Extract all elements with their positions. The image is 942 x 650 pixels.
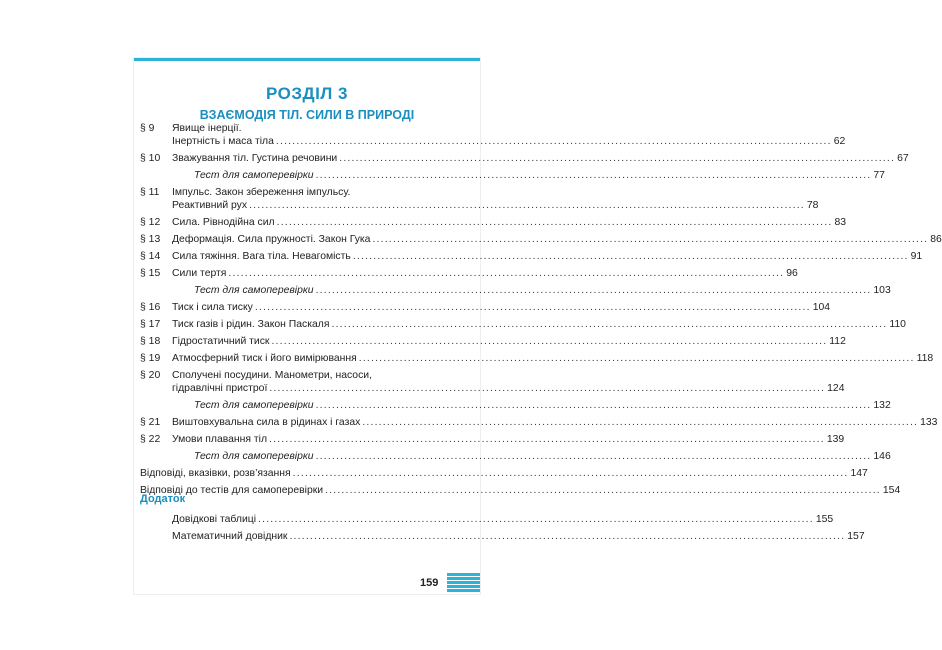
dot-leader	[255, 301, 811, 314]
dot-leader	[289, 530, 845, 543]
dot-leader	[372, 233, 928, 246]
dot-leader	[269, 433, 825, 446]
toc-entry-title: Сила тяжіння. Вага тіла. Невагомість	[172, 251, 351, 262]
toc-entry-page: 91	[910, 251, 923, 262]
toc-entry-page: 110	[889, 319, 906, 330]
toc-entry	[140, 450, 891, 463]
toc-entry-page: 118	[916, 353, 934, 364]
self-test-label: Тест для самоперевірки	[194, 170, 314, 181]
toc-entry-title: Відповіді до тестів для самоперевірки	[140, 485, 324, 496]
toc-entry-number: § 16	[140, 302, 161, 313]
page-number: 159	[420, 577, 439, 589]
toc-entry-page: 146	[873, 451, 891, 462]
dot-leader	[332, 318, 888, 331]
toc-entry-number: § 22	[140, 434, 161, 445]
dot-leader	[316, 450, 872, 463]
section-subtitle: ВЗАЄМОДІЯ ТІЛ. СИЛИ В ПРИРОДІ	[199, 108, 415, 122]
toc-entry	[140, 467, 868, 480]
toc-entry-title: Деформація. Сила пружності. Закон Гука	[172, 234, 371, 245]
toc-entry-title: Умови плавання тіл	[172, 434, 268, 445]
toc-entry	[140, 318, 906, 331]
toc-entry-title: Гідростатичний тиск	[172, 336, 270, 347]
appendix-entry-title: Математичний довідник	[172, 531, 288, 542]
toc-entry-title: Сили тертя	[172, 268, 227, 279]
toc-entry-page: 154	[882, 485, 901, 496]
dot-leader	[258, 513, 814, 526]
toc-entry-number: § 18	[140, 336, 161, 347]
dot-leader	[276, 135, 832, 148]
toc-entry	[140, 186, 819, 212]
toc-entry-number: § 21	[140, 417, 161, 428]
toc-entry-number: § 9	[140, 123, 155, 134]
toc-entry-title: Відповіді, вказівки, розв’язання	[140, 468, 291, 479]
toc-entry-title: Тиск газів і рідин. Закон Паскаля	[172, 319, 330, 330]
toc-entry-number: § 12	[140, 217, 161, 228]
toc-entry-number: § 19	[140, 353, 161, 364]
toc-entry-page: 133	[920, 417, 938, 428]
toc-entry-number: § 20	[140, 370, 161, 381]
toc-entry-title: Сила. Рівнодійна сил	[172, 217, 275, 228]
toc-entry-number: § 10	[140, 153, 161, 164]
toc-entry-number: § 15	[140, 268, 161, 279]
toc-entry-title: Зважування тіл. Густина речовини	[172, 153, 338, 164]
toc-entry-title: гідравлічні пристрої	[172, 383, 268, 394]
appendix-entry-page: 157	[847, 531, 865, 542]
toc-entry-page: 96	[786, 268, 798, 279]
toc-entry	[140, 169, 885, 182]
dot-leader	[359, 352, 915, 365]
toc-entry	[140, 369, 845, 395]
dot-leader	[269, 382, 825, 395]
toc-entry-page: 77	[873, 170, 885, 181]
self-test-label: Тест для самоперевірки	[194, 451, 314, 462]
appendix-list	[172, 509, 865, 543]
self-test-label: Тест для самоперевірки	[194, 285, 314, 296]
self-test-label: Тест для самоперевірки	[194, 400, 314, 411]
toc-entry	[140, 352, 934, 365]
dot-leader	[316, 284, 872, 297]
toc-entry-number: § 14	[140, 251, 161, 262]
toc-entry-title-line: Імпульс. Закон збереження імпульсу.	[172, 187, 351, 198]
dot-leader	[277, 216, 833, 229]
section-title: РОЗДІЛ 3	[266, 84, 348, 103]
toc-entry-page: 78	[806, 200, 819, 211]
toc-entry-title: Виштовхувальна сила в рідинах і газах	[172, 417, 361, 428]
toc-entry-page: 132	[873, 400, 891, 411]
toc-entry-number: § 11	[140, 187, 160, 198]
dot-leader	[339, 152, 895, 165]
dot-leader	[353, 250, 909, 263]
appendix-entry-page: 155	[815, 514, 834, 525]
top-accent-rule	[134, 58, 480, 61]
toc-entry-title: Тиск і сила тиску	[172, 302, 253, 313]
toc-entry	[140, 335, 846, 348]
toc-entry	[140, 416, 938, 429]
toc-entry-page: 112	[829, 336, 846, 347]
table-of-contents	[140, 122, 942, 497]
toc-entry	[140, 433, 845, 446]
toc-entry	[140, 233, 942, 246]
toc-entry-page: 124	[827, 383, 845, 394]
toc-entry	[140, 399, 891, 412]
toc-entry-page: 139	[826, 434, 845, 445]
toc-entry	[140, 284, 891, 297]
appendix-entry	[172, 530, 865, 543]
toc-entry-title: Інертність і маса тіла	[172, 136, 274, 147]
dot-leader	[249, 199, 805, 212]
toc-entry-number: § 17	[140, 319, 161, 330]
toc-entry	[140, 267, 798, 280]
section-heading	[134, 84, 480, 122]
footer-accent-bar	[447, 573, 480, 593]
toc-entry	[140, 301, 831, 314]
toc-entry-title: Реактивний рух	[172, 200, 248, 211]
toc-entry-page: 86	[930, 234, 942, 245]
dot-leader	[228, 267, 784, 280]
dot-leader	[325, 484, 881, 497]
toc-entry	[140, 216, 846, 229]
toc-entry	[140, 250, 923, 263]
toc-entry-number: § 13	[140, 234, 161, 245]
dot-leader	[271, 335, 827, 348]
toc-entry-title-line: Явище інерції.	[172, 123, 242, 134]
appendix-entry-title: Довідкові таблиці	[172, 514, 257, 525]
toc-entry-page: 62	[833, 136, 846, 147]
appendix-entry	[172, 513, 834, 526]
toc-entry-page: 67	[897, 153, 909, 164]
toc-entry-page: 103	[873, 285, 891, 296]
appendix-title: Додаток	[140, 493, 186, 505]
dot-leader	[362, 416, 918, 429]
toc-entry-title: Атмосферний тиск і його вимірювання	[172, 353, 357, 364]
toc-entry-page: 104	[812, 302, 831, 313]
dot-leader	[293, 467, 849, 480]
toc-entry-page: 147	[850, 468, 868, 479]
toc-entry-title-line: Сполучені посудини. Манометри, насоси,	[172, 370, 372, 381]
toc-entry	[140, 122, 846, 148]
toc-entry-page: 83	[834, 217, 846, 228]
dot-leader	[316, 399, 872, 412]
toc-entry	[140, 152, 909, 165]
dot-leader	[316, 169, 872, 182]
